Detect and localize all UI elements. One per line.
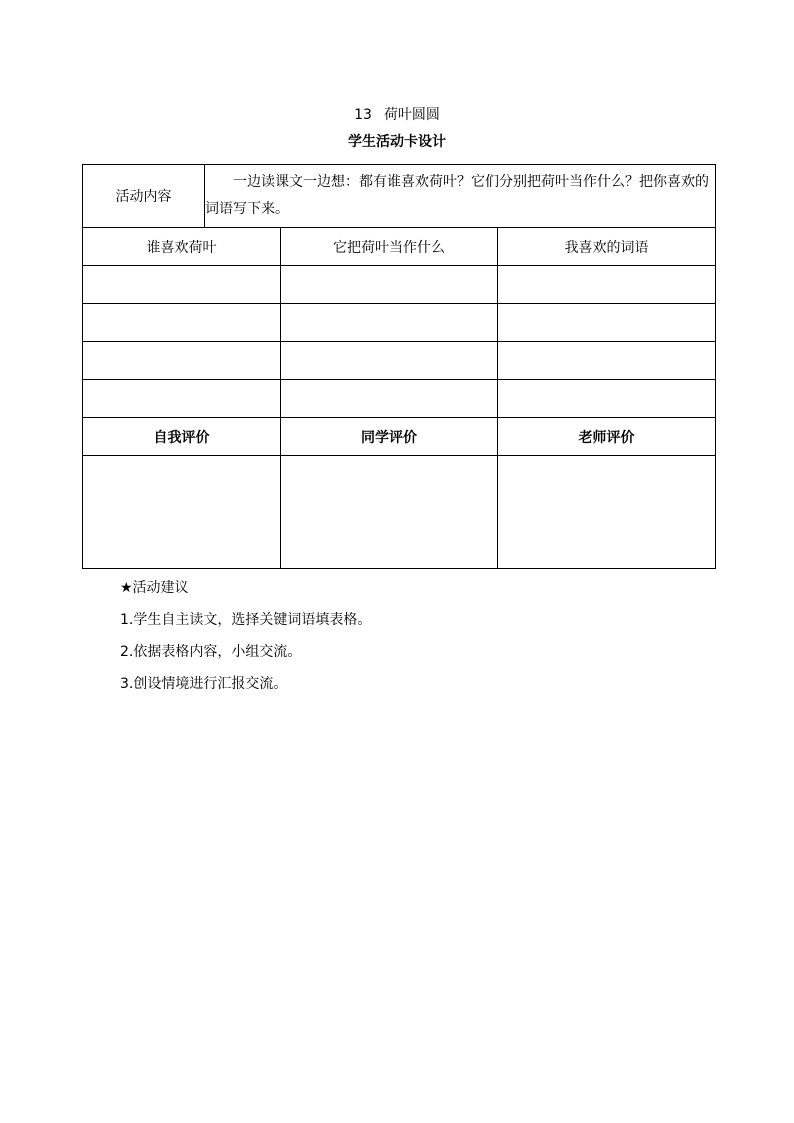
answer-cell[interactable] [83,304,281,342]
column-header-as-what: 它把荷叶当作什么 [281,228,498,266]
answer-cell[interactable] [498,342,716,380]
suggestions-heading: ★活动建议 [120,580,189,596]
table-row [83,266,716,304]
lesson-name: 荷叶圆圆 [383,107,440,123]
self-evaluation-header: 自我评价 [83,418,281,456]
answer-cell[interactable] [498,266,716,304]
activity-suggestions [120,578,371,706]
answer-cell[interactable] [498,304,716,342]
teacher-evaluation-cell[interactable] [498,456,716,569]
answer-cell[interactable] [281,266,498,304]
answer-cell[interactable] [498,380,716,418]
self-evaluation-cell[interactable] [83,456,281,569]
peer-evaluation-cell[interactable] [281,456,498,569]
card-subtitle: 学生活动卡设计 [348,134,446,150]
answer-cell[interactable] [83,380,281,418]
peer-evaluation-header: 同学评价 [281,418,498,456]
activity-card-table [82,164,716,569]
column-header-who: 谁喜欢荷叶 [83,228,281,266]
answer-cell[interactable] [83,266,281,304]
table-row [83,342,716,380]
answer-cell[interactable] [281,380,498,418]
table-row [83,304,716,342]
lesson-number: 13 [354,107,372,123]
answer-cell[interactable] [281,304,498,342]
suggestion-item: 1.学生自主读文，选择关键词语填表格。 [120,612,372,628]
suggestion-item: 2.依据表格内容，小组交流。 [120,644,302,660]
lesson-title [0,106,794,124]
teacher-evaluation-header: 老师评价 [498,418,716,456]
answer-cell[interactable] [83,342,281,380]
activity-content-text: 一边读课文一边想：都有谁喜欢荷叶？它们分别把荷叶当作什么？把你喜欢的词语写下来。 [205,165,716,228]
column-header-favorite-words: 我喜欢的词语 [498,228,716,266]
table-row [83,380,716,418]
activity-content-label: 活动内容 [83,165,205,228]
suggestion-item: 3.创设情境进行汇报交流。 [120,676,288,692]
answer-cell[interactable] [281,342,498,380]
